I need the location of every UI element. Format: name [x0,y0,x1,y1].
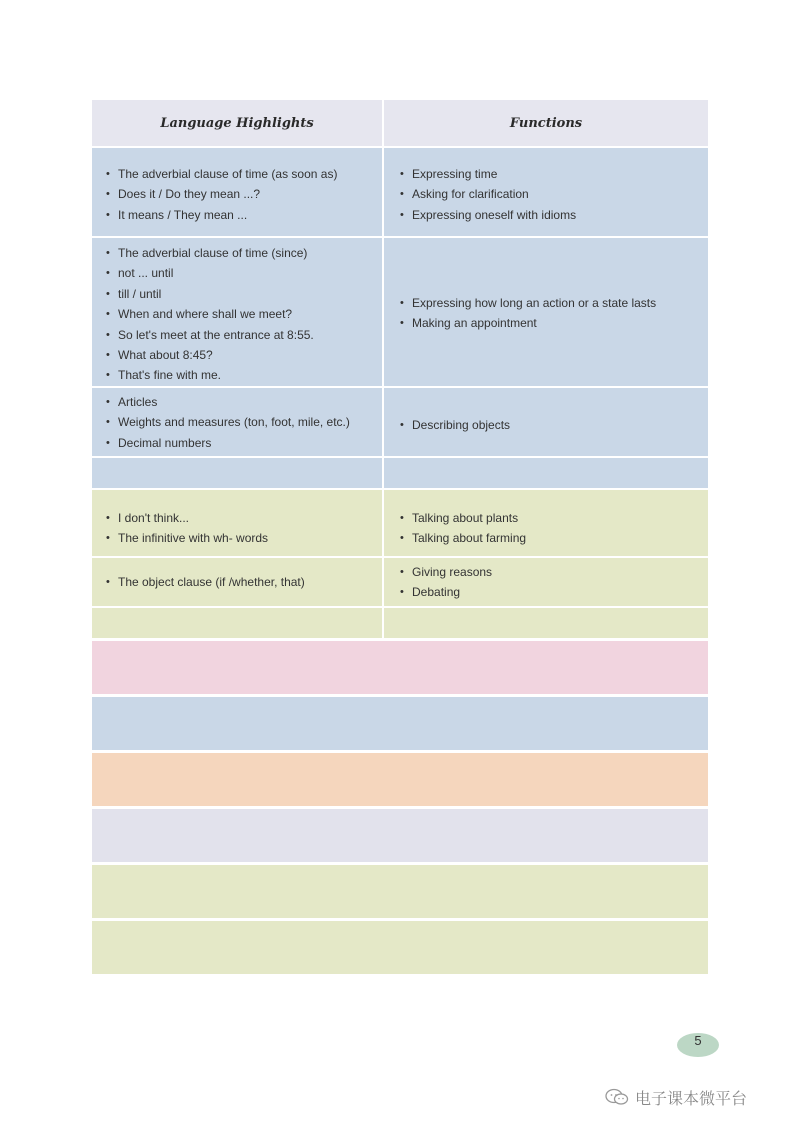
header-language-highlights: Language Highlights [92,100,382,146]
table-row [92,490,708,556]
list-item: • When and where shall we meet? [104,304,314,324]
table-row [92,388,708,456]
functions-list [398,293,656,334]
functions-list [398,415,510,435]
wechat-icon [605,1088,629,1106]
language-cell [92,148,382,236]
green-band [92,921,708,974]
list-item: • Expressing oneself with idioms [398,205,576,225]
functions-cell [384,490,708,556]
language-list [104,243,314,386]
language-list [104,508,268,549]
list-item: • So let's meet at the entrance at 8:55. [104,325,314,345]
language-cell [92,558,382,606]
list-item: • That's fine with me. [104,365,314,385]
list-item: • Debating [398,582,492,602]
watermark-text: 电子课本微平台 [635,1088,748,1108]
list-item: • Talking about farming [398,528,526,548]
header-functions: Functions [384,100,708,146]
language-list [104,164,337,225]
list-item: • Does it / Do they mean ...? [104,184,337,204]
list-item: • Describing objects [398,415,510,435]
functions-cell [384,238,708,386]
language-list [104,572,305,592]
list-item: • Making an appointment [398,313,656,333]
page-number: 5 [694,1033,702,1048]
list-item: • Expressing time [398,164,576,184]
blue-band [92,697,708,750]
list-item: • It means / They mean ... [104,205,337,225]
watermark [605,1086,747,1108]
list-item: • The object clause (if /whether, that) [104,572,305,592]
table-row [92,238,708,386]
language-cell [92,608,382,638]
list-item: • The adverbial clause of time (as soon as) [104,164,337,184]
functions-cell [384,388,708,456]
summary-table [92,100,708,977]
list-item: • Weights and measures (ton, foot, mile, etc.) [104,412,350,432]
list-item: • Talking about plants [398,508,526,528]
language-cell [92,458,382,488]
functions-cell [384,608,708,638]
peach-band [92,753,708,806]
list-item: • Decimal numbers [104,433,350,453]
green-band [92,865,708,918]
list-item: • till / until [104,284,314,304]
list-item: • The infinitive with wh- words [104,528,268,548]
lavender-band [92,809,708,862]
list-item: • Giving reasons [398,562,492,582]
functions-list [398,508,526,549]
table-row-empty [92,608,708,638]
language-cell [92,238,382,386]
list-item: • Articles [104,392,350,412]
functions-cell [384,458,708,488]
functions-cell [384,558,708,606]
list-item: • not ... until [104,263,314,283]
functions-cell [384,148,708,236]
table-row [92,558,708,606]
list-item: • Asking for clarification [398,184,576,204]
functions-list [398,562,492,603]
language-list [104,392,350,453]
list-item: • Expressing how long an action or a state lasts [398,293,656,313]
table-header-row [92,100,708,146]
list-item: • The adverbial clause of time (since) [104,243,314,263]
table-row [92,148,708,236]
pink-band [92,641,708,694]
page-number-badge [677,1033,719,1057]
functions-list [398,164,576,225]
table-row-empty [92,458,708,488]
list-item: • I don't think... [104,508,268,528]
language-cell [92,490,382,556]
list-item: • What about 8:45? [104,345,314,365]
language-cell [92,388,382,456]
